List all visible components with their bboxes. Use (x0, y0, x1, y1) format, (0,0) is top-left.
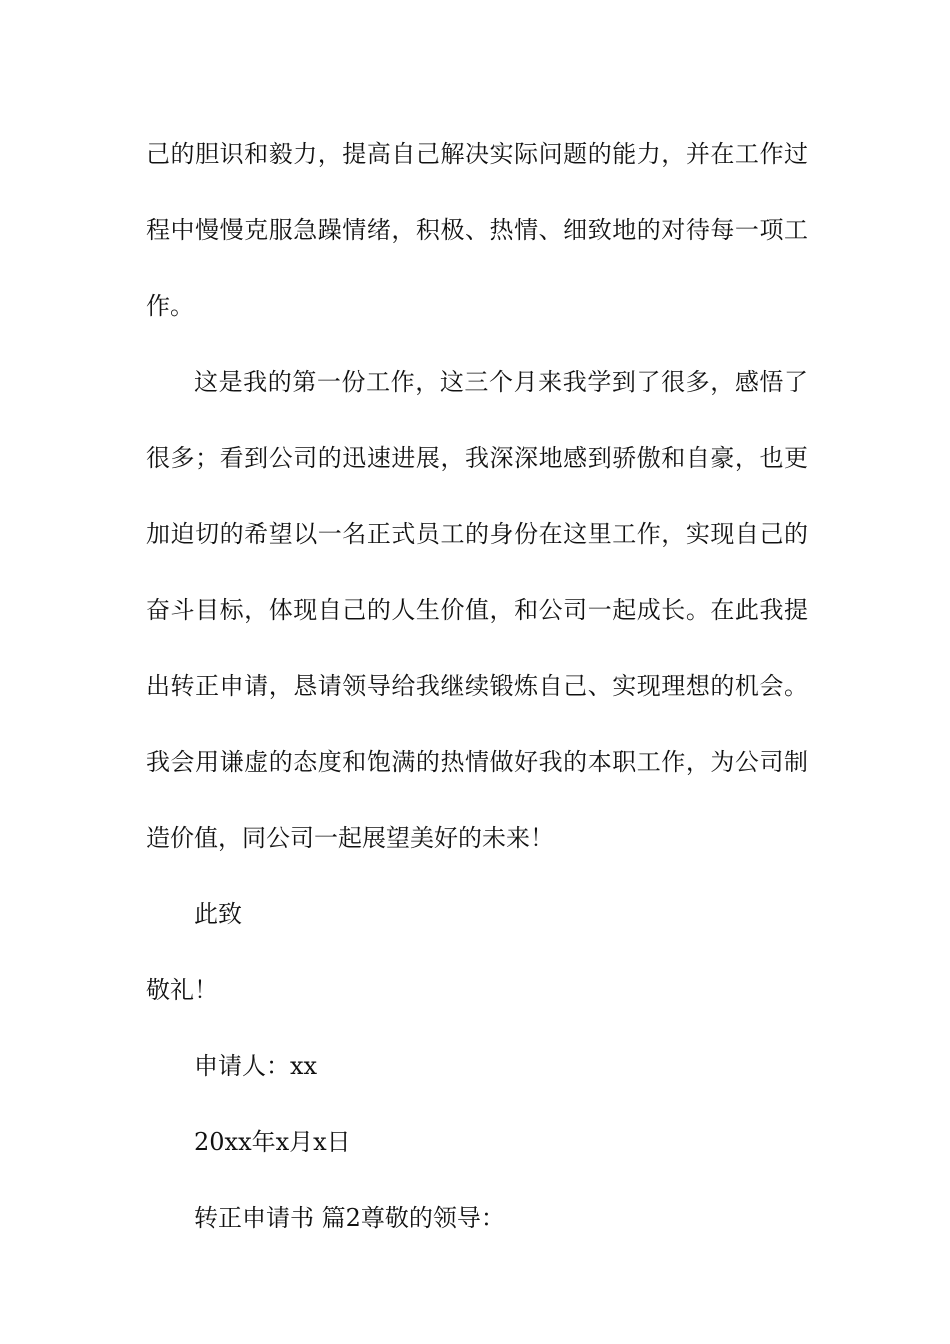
text-line: 程中慢慢克服急躁情绪，积极、热情、细致地的对待每一项工 (146, 216, 808, 244)
text-line: 我会用谦虚的态度和饱满的热情做好我的本职工作，为公司制 (146, 748, 808, 776)
paragraph-continuation (146, 116, 808, 344)
applicant-signature: 申请人：xx (194, 1052, 318, 1080)
salutation: 此致 (194, 900, 242, 928)
text-line: 出转正申请，恳请领导给我继续锻炼自己、实现理想的机会。 (146, 672, 808, 700)
text-line: 很多；看到公司的迅速进展，我深深地感到骄傲和自豪，也更 (146, 444, 808, 472)
regards: 敬礼！ (146, 976, 218, 1004)
text-line: 加迫切的希望以一名正式员工的身份在这里工作，实现自己的 (146, 520, 808, 548)
text-line: 作。 (146, 292, 194, 320)
text-line: 这是我的第一份工作，这三个月来我学到了很多，感悟了 (194, 368, 808, 396)
text-line: 己的胆识和毅力，提高自己解决实际问题的能力，并在工作过 (146, 140, 808, 168)
next-section-heading: 转正申请书 篇2尊敬的领导： (194, 1204, 505, 1232)
paragraph-first-job (146, 344, 808, 876)
document-body (146, 116, 808, 1256)
text-line: 造价值，同公司一起展望美好的未来！ (146, 824, 554, 852)
text-line: 奋斗目标，体现自己的人生价值，和公司一起成长。在此我提 (146, 596, 808, 624)
application-date: 20xx年x月x日 (194, 1128, 351, 1156)
